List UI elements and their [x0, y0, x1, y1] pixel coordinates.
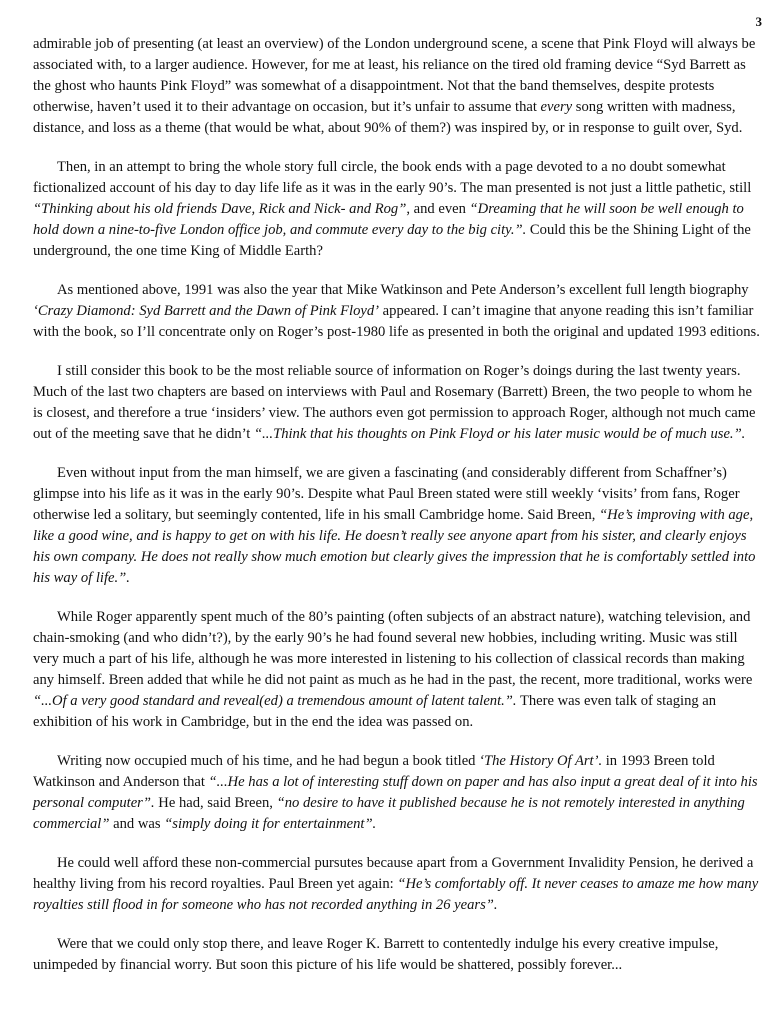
italic-quote-run: “...He has a lot of interesting stuff down on paper and has also input a great deal of it into his personal computer”. — [33, 774, 758, 811]
document-body — [33, 34, 764, 994]
italic-quote-run: “no desire to have it published because he is not remotely interested in anything commercial” — [33, 795, 745, 832]
italic-quote-run: ‘Crazy Diamond: Syd Barrett and the Dawn of Pink Floyd’ — [33, 303, 380, 319]
italic-quote-run: “...Think that his thoughts on Pink Floyd or his later music would be of much use.”. — [254, 426, 746, 442]
body-paragraph — [33, 463, 764, 589]
text-run: Then, in an attempt to bring the whole story full circle, the book ends with a page devoted to a no doubt somewhat fictionalized account of his day to day life life as it was in the early 90’s. The man presented is not just a little pathetic, still — [33, 159, 752, 196]
body-paragraph — [33, 751, 764, 835]
text-run: He had, said Breen, — [154, 795, 277, 811]
body-paragraph — [33, 157, 764, 262]
text-run: As mentioned above, 1991 was also the year that Mike Watkinson and Pete Anderson’s excellent full length biography — [57, 282, 749, 298]
text-run: There was even talk of staging an exhibition of his work in Cambridge, but in the end the idea was passed on. — [33, 693, 717, 730]
text-run: , and even — [406, 201, 470, 217]
text-run: Were that we could only stop there, and leave Roger K. Barrett to contentedly indulge his every creative impulse, unimpeded by financial worry. But soon this picture of his life would be shattered, possibly forever... — [33, 936, 719, 973]
italic-quote-run: “He’s comfortably off. It never ceases to amaze me how many royalties still flood in for someone who has not recorded anything in 26 years”. — [33, 876, 759, 913]
text-run: in 1993 Breen told Watkinson and Anderson that — [33, 753, 715, 790]
italic-quote-run: “Dreaming that he will soon be well enough to hold down a nine-to-five London office job, and commute every day to the big city.”. — [33, 201, 744, 238]
text-run: admirable job of presenting (at least an overview) of the London underground scene, a scene that Pink Floyd will always be associated with, to a larger audience. However, for me at least, his reliance on the tired old framing device “Syd Barrett as the ghost who haunts Pink Floyd” was somewhat of a disappointment. Not that the band themselves, despite protests otherwise, haven’t used it to their advantage on occasion, but it’s unfair to assume that — [33, 36, 756, 115]
italic-quote-run: “Thinking about his old friends Dave, Rick and Nick- and Rog” — [33, 201, 407, 217]
italic-quote-run: ‘The History Of Art’. — [479, 753, 603, 769]
text-run: Even without input from the man himself, we are given a fascinating (and considerably different from Schaffner’s) glimpse into his life as it was in the early 90’s. Despite what Paul Breen stated were still weekly ‘visits’ from fans, Roger otherwise led a solitary, but seemingly contented, life in his small Cambridge home. Said Breen, — [33, 465, 740, 523]
text-run: While Roger apparently spent much of the 80’s painting (often subjects of an abstract nature), watching television, and chain-smoking (and who didn’t?), by the early 90’s he had found several new hobbies, including writing. Music was still very much a part of his life, although he was more interested in listening to his collection of classical records than making any himself. Breen added that while he did not paint as much as he had in the past, the recent, more traditional, works were — [33, 609, 753, 688]
body-paragraph — [33, 280, 764, 343]
text-run: I still consider this book to be the most reliable source of information on Roger’s doings during the last twenty years. Much of the last two chapters are based on interviews with Paul and Rosemary (Barrett) Breen, the two people to whom he is closest, and therefore a true ‘insiders’ view. The authors even got permission to approach Roger, although not much came out of the meeting save that he didn’t — [33, 363, 756, 442]
italic-quote-run: “simply doing it for entertainment”. — [164, 816, 377, 832]
text-run: and was — [109, 816, 165, 832]
italic-quote-run: “...Of a very good standard and reveal(ed) a tremendous amount of latent talent.”. — [33, 693, 517, 709]
text-run: Could this be the Shining Light of the underground, the one time King of Middle Earth? — [33, 222, 751, 259]
body-paragraph — [33, 34, 764, 139]
page-number: 3 — [755, 14, 762, 29]
body-paragraph — [33, 607, 764, 733]
text-run: He could well afford these non-commercial pursutes because apart from a Government Invalidity Pension, he derived a healthy living from his record royalties. Paul Breen yet again: — [33, 855, 754, 892]
text-run: appeared. I can’t imagine that anyone reading this isn’t familiar with the book, so I’ll concentrate only on Roger’s post-1980 life as presented in both the original and updated 1993 editions. — [33, 303, 760, 340]
text-run: song written with madness, distance, and loss as a theme (that would be what, about 90% of them?) was inspired by, or in response to guilt over, Syd. — [33, 99, 743, 136]
italic-quote-run: every — [540, 99, 573, 115]
body-paragraph — [33, 361, 764, 445]
body-paragraph — [33, 934, 764, 976]
text-run: Writing now occupied much of his time, and he had begun a book titled — [57, 753, 480, 769]
body-paragraph — [33, 853, 764, 916]
italic-quote-run: “He’s improving with age, like a good wine, and is happy to get on with his life. He doesn’t really see anyone apart from his sister, and clearly enjoys his own company. He does not really show much emotion but clearly gives the impression that he is comfortably settled into his way of life.”. — [33, 507, 756, 586]
